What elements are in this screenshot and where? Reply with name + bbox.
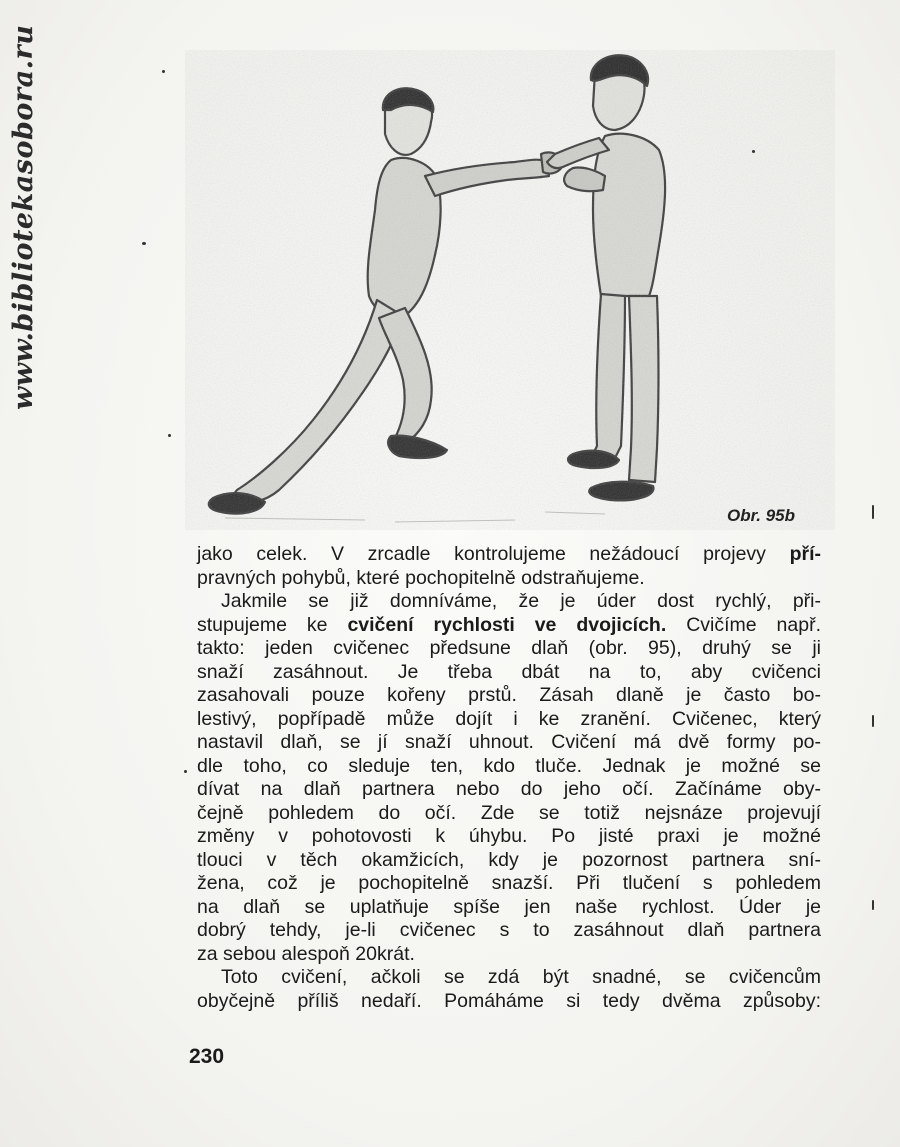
text-run: zasahovali pouze kořeny prstů. Zásah dlaně je často bo- xyxy=(197,684,821,706)
scan-speck xyxy=(184,770,187,773)
text-line xyxy=(197,543,821,567)
text-run: stupujeme ke xyxy=(197,613,348,636)
figure-photo xyxy=(185,50,835,530)
text-run: snaží zasáhnout. Je třeba dbát na to, aby cvičenci xyxy=(197,660,821,683)
scan-speck xyxy=(142,242,146,245)
text-line xyxy=(197,919,821,943)
text-run: tlouci v těch okamžicích, kdy je pozornost partnera sní- xyxy=(197,848,821,871)
text-run: dobrý tehdy, je-li cvičenec s to zasáhnout dlaň partnera xyxy=(197,919,821,941)
body-text xyxy=(197,543,821,1013)
text-line xyxy=(197,661,821,685)
text-line xyxy=(197,684,821,708)
text-line xyxy=(197,708,821,732)
scan-speck xyxy=(872,715,874,727)
scan-speck xyxy=(752,150,755,153)
text-run: na dlaň se uplatňuje spíše jen naše rychlost. Úder je xyxy=(197,895,821,918)
bold-text-run: pří- xyxy=(789,543,821,565)
bold-text-run: cvičení rychlosti ve dvojicích. xyxy=(347,613,667,636)
text-line xyxy=(197,872,821,896)
text-line xyxy=(197,849,821,873)
text-run: Toto cvičení, ačkoli se zdá být snadné, se cvičencům xyxy=(221,966,821,988)
text-run: Jakmile se již domníváme, že je úder dost rychlý, při- xyxy=(221,590,821,612)
text-line xyxy=(197,943,821,967)
text-run: takto: jeden cvičenec předsune dlaň (obr. 95), druhý se ji xyxy=(197,637,821,659)
text-line xyxy=(197,614,821,638)
text-run: za sebou alespoň 20krát. xyxy=(197,942,415,965)
text-run: Cvičíme např. xyxy=(666,613,821,636)
text-line xyxy=(197,755,821,779)
scan-speck xyxy=(872,505,874,519)
text-run: jako celek. V zrcadle kontrolujeme nežádoucí projevy xyxy=(197,543,790,565)
text-line xyxy=(197,825,821,849)
text-line xyxy=(197,731,821,755)
text-line xyxy=(197,590,821,614)
text-run: dle toho, co sleduje ten, kdo tluče. Jednak je možné se xyxy=(197,754,821,777)
text-line xyxy=(197,896,821,920)
text-line xyxy=(197,966,821,990)
text-run: žena, což je pochopitelně snazší. Při tlučení s pohledem xyxy=(197,872,821,894)
text-run: čejně pohledem do očí. Zde se totiž nejsnáze projevují xyxy=(197,801,821,824)
figure-caption: Obr. 95b xyxy=(727,506,796,525)
text-line xyxy=(197,990,821,1014)
watermark-url: www.bibliotekasobora.ru xyxy=(8,24,39,410)
scan-speck xyxy=(168,434,171,437)
text-run: pravných pohybů, které pochopitelně odstraňujeme. xyxy=(197,566,645,589)
text-run: nastavil dlaň, se jí snaží uhnout. Cvičení má dvě formy po- xyxy=(197,731,821,753)
text-line xyxy=(197,567,821,591)
text-run: obyčejně příliš nedaří. Pomáháme si tedy dvěma způsoby: xyxy=(197,989,821,1012)
text-line xyxy=(197,637,821,661)
scan-speck xyxy=(162,70,165,73)
text-line xyxy=(197,802,821,826)
text-run: lestivý, popřípadě může dojít i ke zranění. Cvičenec, který xyxy=(197,707,821,730)
text-run: změny v pohotovosti k úhybu. Po jisté praxi je možné xyxy=(197,825,821,847)
text-line xyxy=(197,778,821,802)
page-number: 230 xyxy=(189,1045,225,1068)
text-run: dívat na dlaň partnera nebo do jeho očí. Začínáme oby- xyxy=(197,778,821,800)
scan-speck xyxy=(872,900,874,910)
